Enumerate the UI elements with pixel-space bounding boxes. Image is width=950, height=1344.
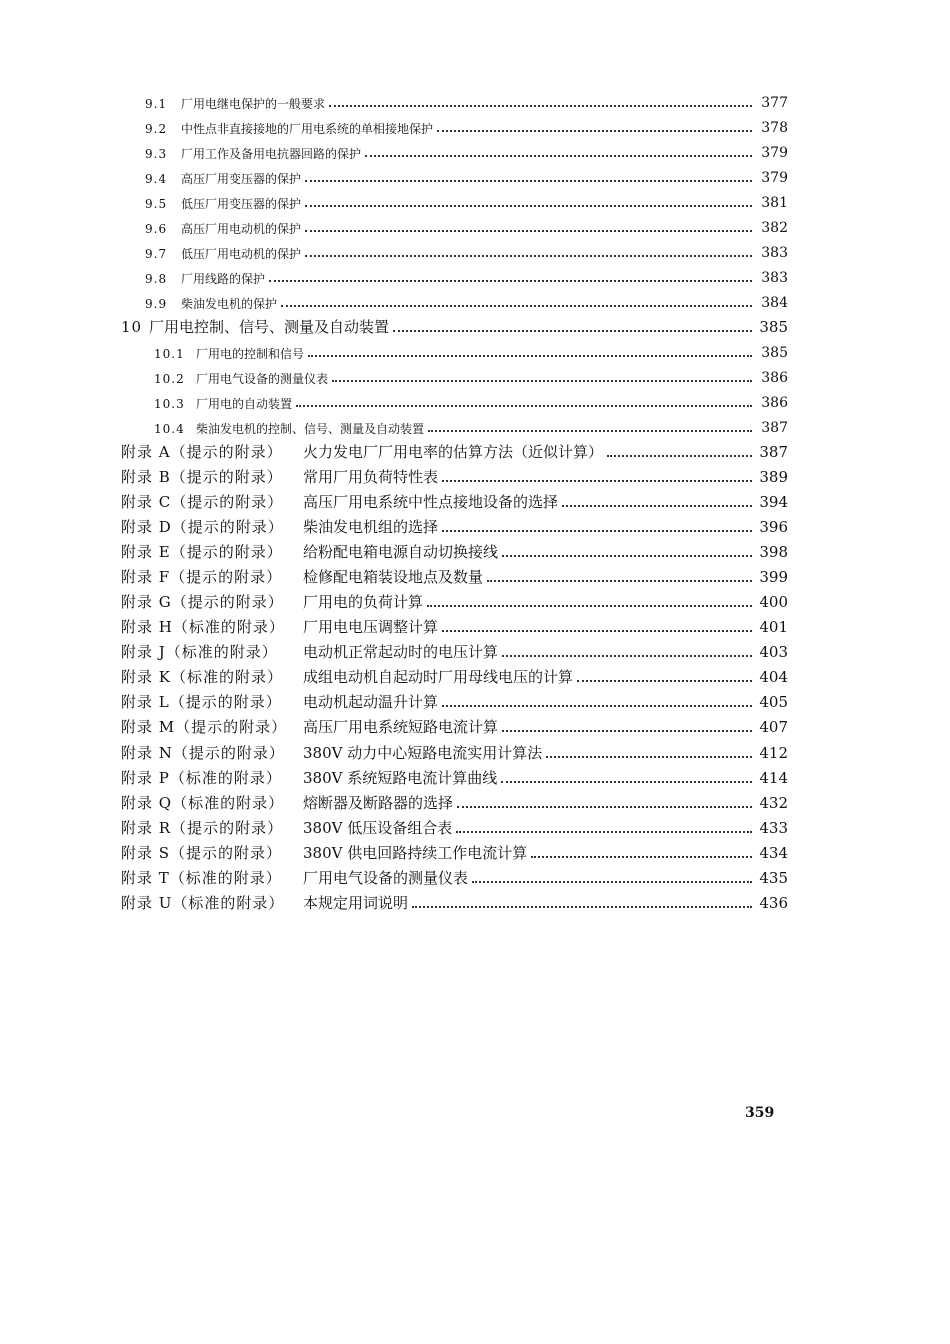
section-number: 10.2 <box>154 372 185 386</box>
page-number: 432 <box>759 794 788 812</box>
appendix-title: 常用厂用负荷特性表 <box>303 468 439 486</box>
appendix-label: 附录 C（提示的附录） <box>121 493 284 511</box>
appendix-title: 成组电动机自起动时厂用母线电压的计算 <box>303 668 574 686</box>
toc-entry-9-5 <box>145 196 788 210</box>
section-number: 9.4 <box>145 172 168 186</box>
section-title: 低压厂用电动机的保护 <box>181 247 302 261</box>
dot-leader <box>365 154 752 157</box>
section-title: 柴油发电机的保护 <box>181 297 278 311</box>
toc-entry-appendix-q <box>121 796 788 811</box>
page-number: 412 <box>759 744 788 762</box>
page-number: 379 <box>761 145 788 161</box>
toc-entry-appendix-u <box>121 896 788 911</box>
toc-entry-9-8 <box>145 271 788 285</box>
dot-leader <box>281 304 752 307</box>
page-number: 383 <box>761 270 788 286</box>
appendix-label: 附录 A（提示的附录） <box>121 443 283 461</box>
section-title: 厂用电的控制和信号 <box>196 347 305 361</box>
dot-leader <box>269 279 752 282</box>
section-number: 10.1 <box>154 347 185 361</box>
dot-leader <box>437 129 752 132</box>
appendix-title: 电动机起动温升计算 <box>303 693 439 711</box>
page-number: 387 <box>759 443 788 461</box>
appendix-title: 熔断器及断路器的选择 <box>303 794 454 812</box>
page-number: 403 <box>759 643 788 661</box>
dot-leader <box>472 880 752 883</box>
toc-entry-9-2 <box>145 121 788 135</box>
section-number: 9.2 <box>145 122 168 136</box>
page-number: 401 <box>759 618 788 636</box>
toc-entry-appendix-h <box>121 620 788 635</box>
section-number: 9.5 <box>145 197 168 211</box>
appendix-label: 附录 G（提示的附录） <box>121 593 284 611</box>
dot-leader <box>305 204 752 207</box>
page-number: 389 <box>759 468 788 486</box>
appendix-label: 附录 U（标准的附录） <box>121 894 285 912</box>
section-number: 9.7 <box>145 247 168 261</box>
page-number: 384 <box>761 295 788 311</box>
appendix-title: 380V 系统短路电流计算曲线 <box>303 769 498 787</box>
page-number: 399 <box>759 568 788 586</box>
dot-leader <box>305 254 752 257</box>
dot-leader <box>442 529 752 532</box>
page-number: 398 <box>759 543 788 561</box>
dot-leader <box>531 855 752 858</box>
appendix-label: 附录 H（标准的附录） <box>121 618 285 636</box>
toc-entry-appendix-d <box>121 520 788 535</box>
appendix-title: 380V 供电回路持续工作电流计算 <box>303 844 528 862</box>
chapter-number: 10 <box>121 318 143 336</box>
appendix-label: 附录 N（提示的附录） <box>121 744 285 762</box>
toc-entry-9-1 <box>145 96 788 110</box>
page-number: 414 <box>759 769 788 787</box>
dot-leader <box>329 104 752 107</box>
section-number: 9.1 <box>145 97 168 111</box>
appendix-title: 本规定用词说明 <box>303 894 409 912</box>
dot-leader <box>502 554 752 557</box>
dot-leader <box>457 805 752 808</box>
page-number: 404 <box>759 668 788 686</box>
appendix-label: 附录 T（标准的附录） <box>121 869 282 887</box>
page-number: 394 <box>759 493 788 511</box>
dot-leader <box>305 179 752 182</box>
section-title: 厂用电的自动装置 <box>196 397 293 411</box>
page-number: 377 <box>761 95 788 111</box>
appendix-title: 厂用电气设备的测量仪表 <box>303 869 469 887</box>
page-number: 385 <box>761 345 788 361</box>
section-number: 9.3 <box>145 147 168 161</box>
toc-entry-appendix-t <box>121 871 788 886</box>
toc-entry-9-6 <box>145 221 788 235</box>
page-number: 386 <box>761 395 788 411</box>
toc-entry-appendix-a <box>121 445 788 460</box>
section-title: 厂用电气设备的测量仪表 <box>196 372 329 386</box>
dot-leader <box>332 379 752 382</box>
section-number: 10.3 <box>154 397 185 411</box>
chapter-title: 厂用电控制、信号、测量及自动装置 <box>149 318 390 336</box>
appendix-label: 附录 L（提示的附录） <box>121 693 282 711</box>
page-number: 405 <box>759 693 788 711</box>
page-number: 396 <box>759 518 788 536</box>
page-number: 378 <box>761 120 788 136</box>
dot-leader <box>442 629 752 632</box>
toc-entry-appendix-l <box>121 695 788 710</box>
appendix-label: 附录 S（提示的附录） <box>121 844 283 862</box>
appendix-title: 厂用电电压调整计算 <box>303 618 439 636</box>
dot-leader <box>305 229 752 232</box>
page-number: 382 <box>761 220 788 236</box>
toc-entry-10-1 <box>154 346 788 360</box>
toc-entry-appendix-m <box>121 720 788 735</box>
toc-entry-10-3 <box>154 396 788 410</box>
toc-entry-10-2 <box>154 371 788 385</box>
page-number: 433 <box>759 819 788 837</box>
section-title: 柴油发电机的控制、信号、测量及自动装置 <box>196 422 425 436</box>
appendix-title: 火力发电厂厂用电率的估算方法（近似计算） <box>303 443 604 461</box>
appendix-title: 电动机正常起动时的电压计算 <box>303 643 499 661</box>
toc-entry-appendix-c <box>121 495 788 510</box>
dot-leader <box>546 755 752 758</box>
toc-entry-appendix-n <box>121 746 788 761</box>
dot-leader <box>562 504 752 507</box>
dot-leader <box>393 329 752 332</box>
section-number: 9.8 <box>145 272 168 286</box>
dot-leader <box>456 830 752 833</box>
dot-leader <box>577 679 752 682</box>
appendix-title: 380V 低压设备组合表 <box>303 819 453 837</box>
dot-leader <box>442 704 752 707</box>
toc-entry-9-4 <box>145 171 788 185</box>
appendix-label: 附录 B（提示的附录） <box>121 468 283 486</box>
toc-entry-9-9 <box>145 296 788 310</box>
toc-entry-appendix-e <box>121 545 788 560</box>
toc-entry-9-7 <box>145 246 788 260</box>
page-number: 435 <box>759 869 788 887</box>
appendix-label: 附录 K（标准的附录） <box>121 668 283 686</box>
section-number: 10.4 <box>154 422 185 436</box>
toc-entry-9-3 <box>145 146 788 160</box>
section-title: 厂用线路的保护 <box>181 272 266 286</box>
page-number: 381 <box>761 195 788 211</box>
appendix-label: 附录 J（标准的附录） <box>121 643 278 661</box>
appendix-label: 附录 R（提示的附录） <box>121 819 284 837</box>
dot-leader <box>296 404 752 407</box>
page-number: 379 <box>761 170 788 186</box>
toc-entry-appendix-j <box>121 645 788 660</box>
toc-entry-appendix-p <box>121 771 788 786</box>
section-title: 中性点非直接接地的厂用电系统的单相接地保护 <box>181 122 434 136</box>
dot-leader <box>502 729 752 732</box>
section-title: 厂用电继电保护的一般要求 <box>181 97 326 111</box>
toc-entry-appendix-f <box>121 570 788 585</box>
page-number: 385 <box>759 318 788 336</box>
appendix-label: 附录 E（提示的附录） <box>121 543 283 561</box>
appendix-label: 附录 F（提示的附录） <box>121 568 283 586</box>
dot-leader <box>308 354 752 357</box>
toc-entry-appendix-k <box>121 670 788 685</box>
toc-entry-appendix-b <box>121 470 788 485</box>
toc-entry-appendix-s <box>121 846 788 861</box>
appendix-title: 柴油发电机组的选择 <box>303 518 439 536</box>
page-number: 400 <box>759 593 788 611</box>
appendix-title: 高压厂用电系统短路电流计算 <box>303 718 499 736</box>
toc-entry-10-4 <box>154 421 788 435</box>
dot-leader <box>502 654 752 657</box>
dot-leader <box>412 905 752 908</box>
page-folio: 359 <box>745 1105 775 1121</box>
page-number: 387 <box>761 420 788 436</box>
appendix-label: 附录 M（提示的附录） <box>121 718 288 736</box>
appendix-title: 给粉配电箱电源自动切换接线 <box>303 543 499 561</box>
dot-leader <box>487 579 752 582</box>
section-title: 高压厂用变压器的保护 <box>181 172 302 186</box>
dot-leader <box>442 479 752 482</box>
dot-leader <box>428 429 752 432</box>
page-number: 383 <box>761 245 788 261</box>
appendix-label: 附录 Q（标准的附录） <box>121 794 285 812</box>
toc-entry-appendix-g <box>121 595 788 610</box>
appendix-title: 检修配电箱装设地点及数量 <box>303 568 484 586</box>
page-number: 407 <box>759 718 788 736</box>
dot-leader <box>607 454 752 457</box>
section-number: 9.9 <box>145 297 168 311</box>
toc-entry-appendix-r <box>121 821 788 836</box>
appendix-title: 380V 动力中心短路电流实用计算法 <box>303 744 543 762</box>
page-number: 386 <box>761 370 788 386</box>
section-title: 高压厂用电动机的保护 <box>181 222 302 236</box>
section-title: 厂用工作及备用电抗器回路的保护 <box>181 147 362 161</box>
appendix-label: 附录 P（标准的附录） <box>121 769 282 787</box>
appendix-title: 高压厂用电系统中性点接地设备的选择 <box>303 493 559 511</box>
dot-leader <box>427 604 752 607</box>
section-number: 9.6 <box>145 222 168 236</box>
appendix-label: 附录 D（提示的附录） <box>121 518 284 536</box>
page-number: 434 <box>759 844 788 862</box>
dot-leader <box>501 780 752 783</box>
page-number: 436 <box>759 894 788 912</box>
toc-entry-10 <box>121 320 788 335</box>
appendix-title: 厂用电的负荷计算 <box>303 593 424 611</box>
section-title: 低压厂用变压器的保护 <box>181 197 302 211</box>
